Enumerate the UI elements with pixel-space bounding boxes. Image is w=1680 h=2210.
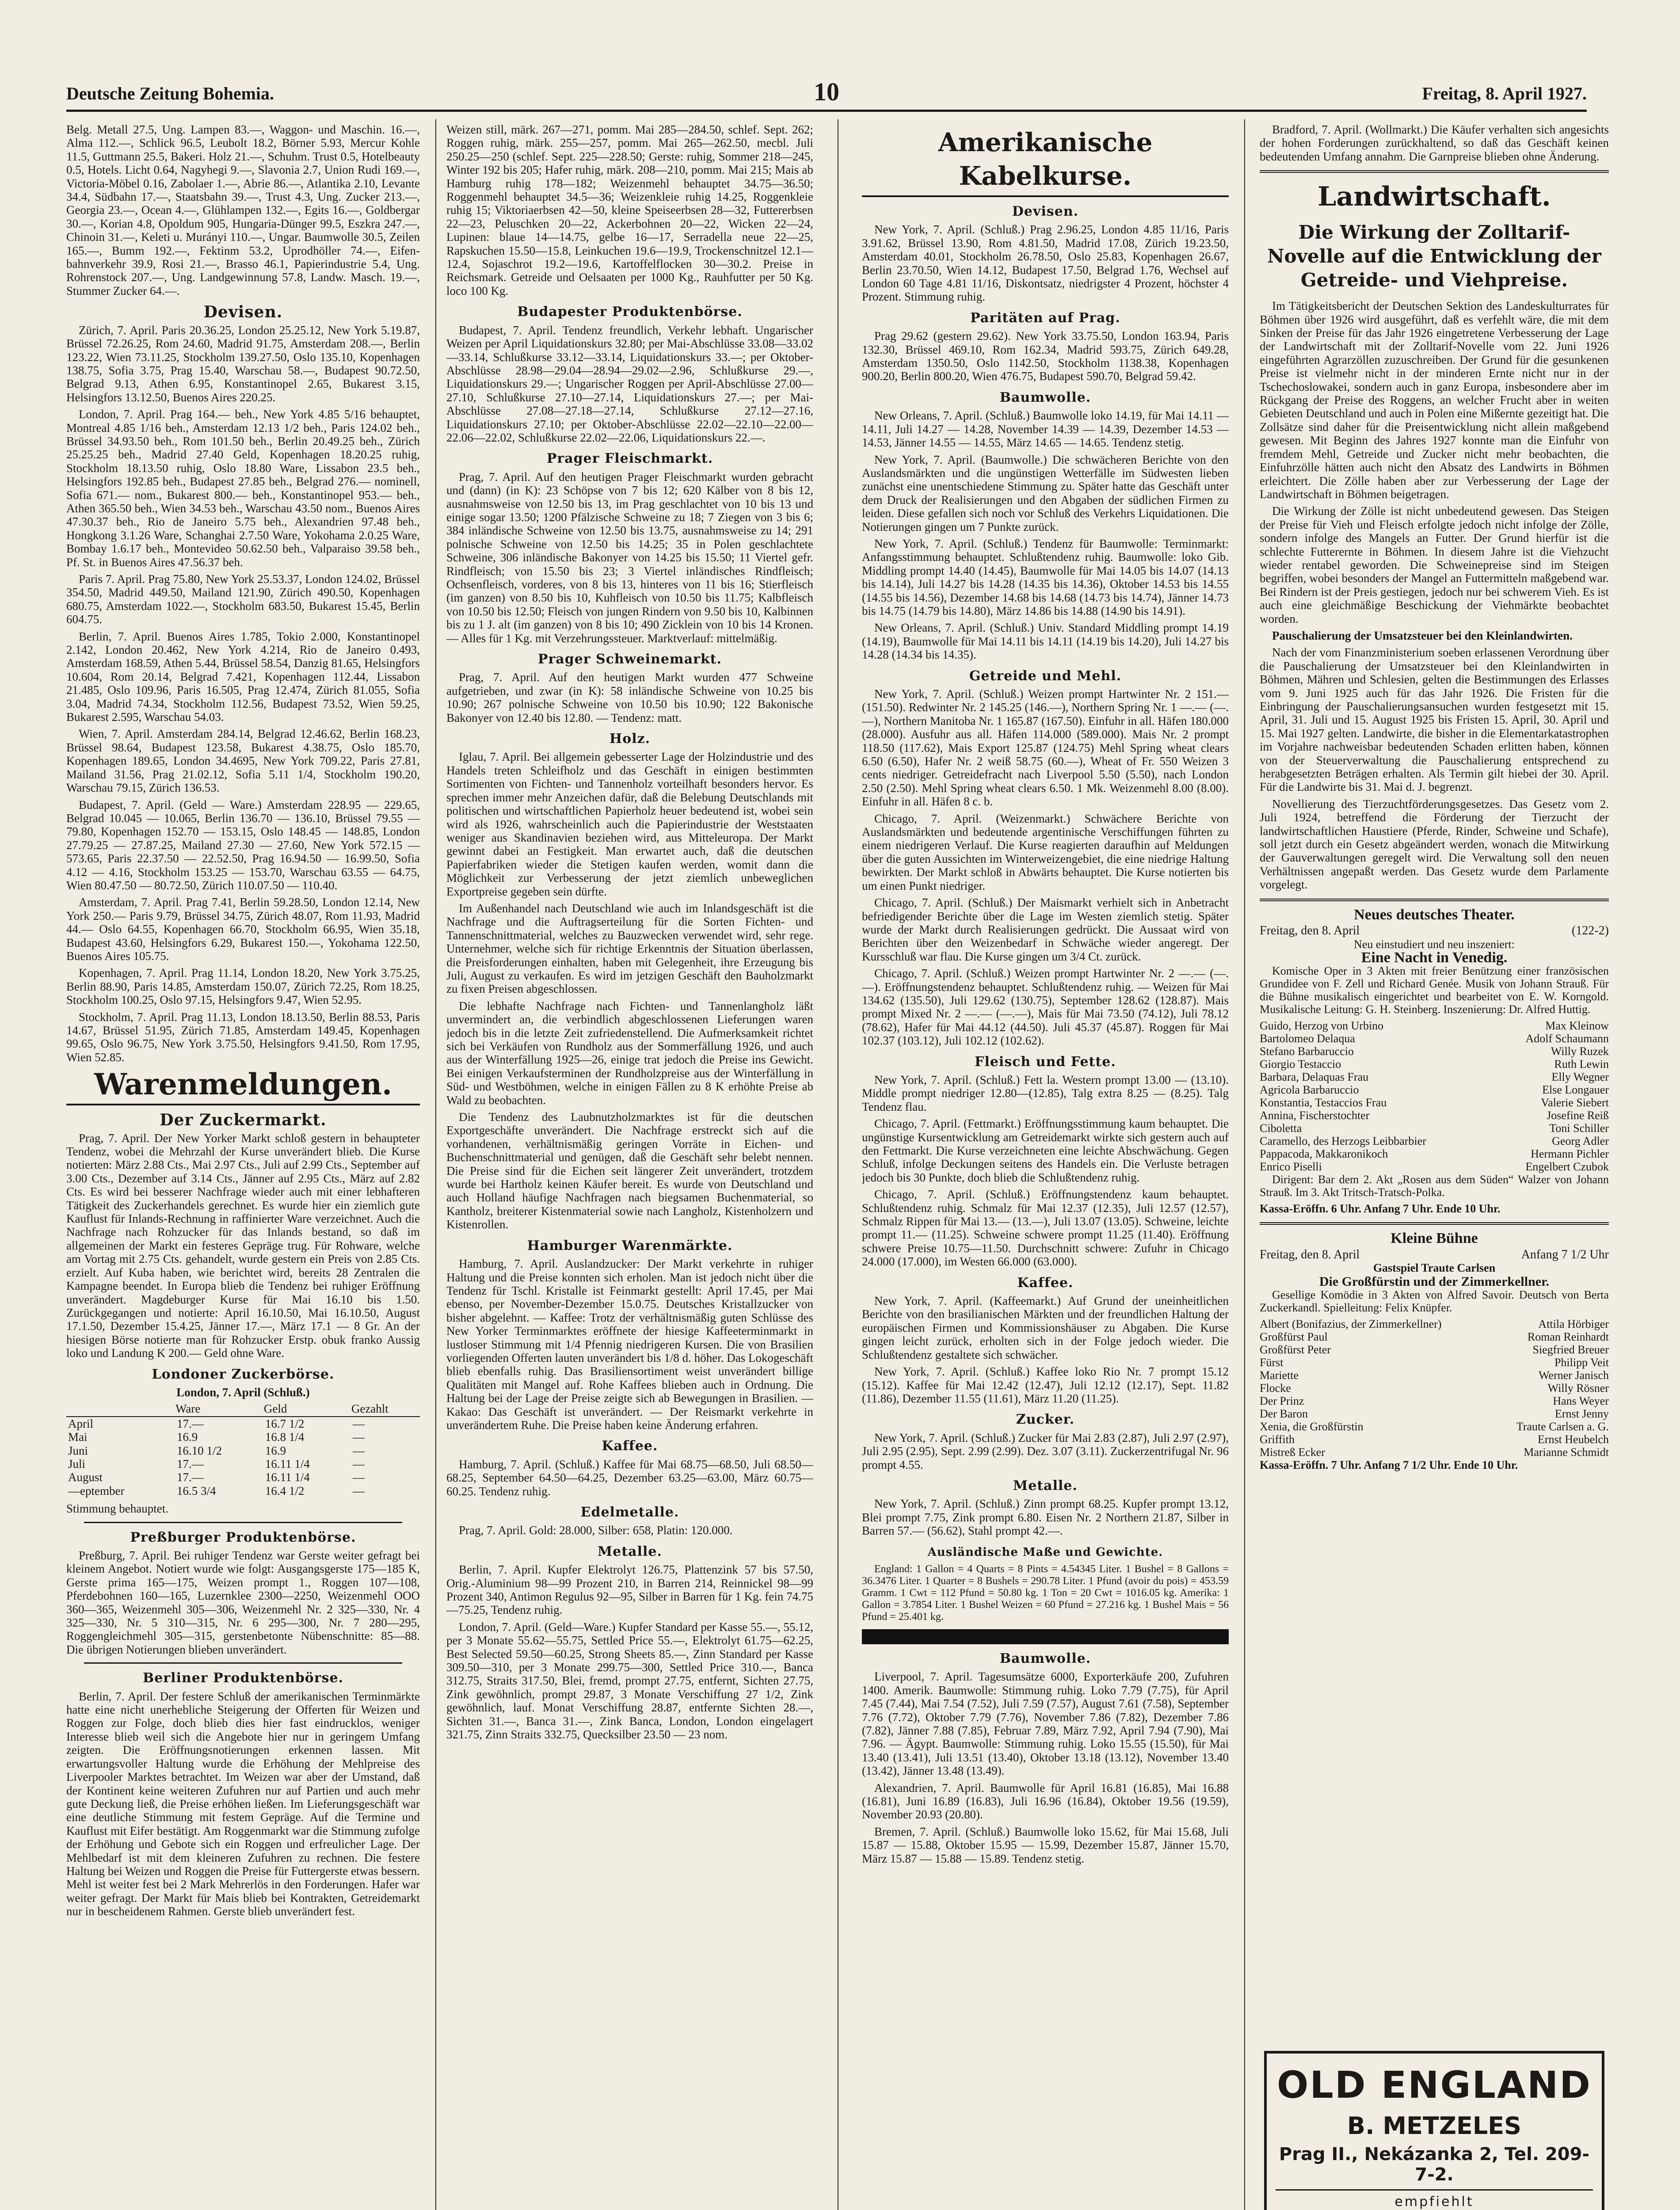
article-paragraph: Berlin, 7. April. Kupfer Elektrolyt 126.75, Plattenzink 57 bis 57.50, Orig.-Aluminium 98—99 Prozent 210, in Barren 214, Reinnickel 98—99 Prozent 340, Antimon Regulus 92—95, Silber in Barren für 1 Kg. fein 74.75—75.25, Tendenz ruhig. xyxy=(446,1563,813,1617)
article-paragraph: Chicago, 7. April. (Fettmarkt.) Eröffnungsstimmung kaum behauptet. Die ungünstige Kursentwicklung am Getreidemarkt wirkte sich gestern auch auf den Fettmarkt. Die Kurse verzeichneten eine leichte Abschwächung. Gegen Schluß, infolge Deckungen seitens des Handels ein. Die Verluste betragen jedoch bis 30 Punkte, doch blieb die Schlußtendenz ruhig. xyxy=(862,1117,1229,1184)
table-cell: 16.11 1/4 xyxy=(265,1457,310,1471)
stock-list: Belg. Metall 27.5, Ung. Lampen 83.—, Waggon- und Maschin. 16.—, Alma 112.—, Schlick 96.5, Leubolt 18.2, Börner 5.93, Mercur Kohle 11.5, Guttmann 25.5, Bakeri. Holz 21.—, Schuhm. Trust 0.5, Hotelbeauty 0.5, Hotels. Licht 0.64, Nagyhegi 9.—, Slavonia 2.7, Union Rudi 169.—, Victoria-Möbel 0.16, Zabolaer 1.—, Abrie 86.—, Atlantika 2.10, Levante 34.4, Südbahn 17.—, Staatsbahn 39.—, Trust 4.3, Ung. Zucker 213.—, Georgia 23.—, Ocean 4.—, Glühlampen 132.—, Egits 16.—, Goldbergar 30.—, Korian 4.8, Opoldum 905, Hungaria-Dünger 99.5, Eszkra 247.—, Chinoin 31.—, Keleti u. Murányi 110.—, Ungar. Baumwolle 30.5, Zeilen 165.—, Bumm 192.—, Fektinm 53.2, Uprodhöller 74.—, Eifen-bahnverkehr 39.9, Rosi 21.—, Brasso 46.1, Papierindustrie 5.4, Ung. Rohrenstock 207.—, Ung. Landgewinnung 57.8, Landw. Masch. 19.—, Stummer Zucker 64.—. xyxy=(66,123,420,297)
cast-row: Großfürst Paul Roman Reinhardt xyxy=(1260,1330,1609,1343)
table-cell: 16.4 1/2 xyxy=(265,1484,305,1497)
article-paragraph: New Orleans, 7. April. (Schluß.) Univ. Standard Middling prompt 14.19 (14.19), Baumwolle für Mai 14.11 bis 14.11 (14.19 bis 14.20), Juli 14.27 bis 14.28 (14.34 bis 14.35). xyxy=(862,621,1229,662)
article-paragraph: England: 1 Gallon = 4 Quarts = 8 Pints = 4.54345 Liter. 1 Bushel = 8 Gallons = 36.3476 Liter. 1 Quarter = 8 Bushels = 290.78 Liter. 1 Pfund (avoir du pois) = 453.59 Gramm. 1 Cwt = 112 Pfund = 50.80 kg. 1 Ton = 20 Cwt = 1016.05 kg. Amerika: 1 Gallon = 3.7854 Liter. 1 Bushel Weizen = 60 Pfund = 27.216 kg. 1 Bushel Mais = 56 Pfund = 25.401 kg. xyxy=(862,1563,1229,1623)
divider xyxy=(84,1662,402,1664)
article-paragraph: Wien, 7. April. Amsterdam 284.14, Belgrad 12.46.62, Berlin 168.23, Brüssel 98.64, Budapest 123.58, Bukarest 4.38.75, Oslo 185.70, Kopenhagen 189.65, London 34.4695, New York 709.22, Paris 27.81, Mailand 31.56, Prag 21.02.12, Sofia 5.11 1/4, Stockholm 190.20, Warschau 79.15, Zürich 136.53. xyxy=(66,727,420,795)
article-paragraph: Liverpool, 7. April. Tagesumsätze 6000, Exporterkäufe 200, Zufuhren 1400. Amerik. Baumwolle: Stimmung ruhig. Loko 7.79 (7.75), für April 7.45 (7.44), Mai 7.54 (7.52), Juli 7.59 (7.57), August 7.61 (7.58), September 7.76 (7.72), Oktober 7.79 (7.76), November 7.86 (7.82), Dezember 7.86 (7.82), Jänner 7.88 (7.85), Februar 7.89, März 7.92, April 7.94 (7.90), Mai 7.96. — Ägypt. Baumwolle: Stimmung ruhig. Loko 15.55 (15.50), für Mai 13.40 (13.41), Juli 13.51 (13.40), Oktober 13.18 (13.12), November 13.40 (13.42), Jänner 13.48 (13.49). xyxy=(862,1670,1229,1778)
play-title: Eine Nacht in Venedig. xyxy=(1361,949,1508,966)
cast-row: Albert (Bonifazius, der Zimmerkellner) Attila Hörbiger xyxy=(1260,1317,1609,1330)
section-title: Metalle. xyxy=(598,1543,662,1559)
article-paragraph: New York, 7. April. (Schluß.) Zinn prompt 68.25. Kupfer prompt 13.12, Blei prompt 7.75, Zink prompt 6.80. Eisen Nr. 2 Northern 21.87, Silber in Barren 57.— (56.62), Stahl prompt 42.—. xyxy=(862,1497,1229,1538)
section-title: Edelmetalle. xyxy=(580,1505,679,1520)
section-title: Budapester Produktenbörse. xyxy=(517,304,743,320)
article-paragraph: Preßburg, 7. April. Bei ruhiger Tendenz war Gerste weiter gefragt bei kleinem Angebot. Notiert wurde wie folgt: Ausgangsgerste 175—185 K, Gerste prima 165—175, Weizen prompt 1., Roggen 107—108, Pferdebohnen 160—165, Luzernklee 2300—2250, Weizenmehl OOO 360—365, Weizenmehl 305—306, Weizenmehl Nr. 2 325—330, Nr. 4 325—330, Nr. 5 310—315, Nr. 6 295—300, Nr. 7 280—295, Roggengleichmehl 305—315, gerstenbetonte Nübenschnitte: 85—88. Die übrigen Notierungen blieben unverändert. xyxy=(66,1549,420,1656)
cast-row: Stefano Barbaruccio Willy Ruzek xyxy=(1260,1045,1609,1058)
cast-row: Bartolomeo Delaqua Adolf Schaumann xyxy=(1260,1032,1609,1045)
table-header: Geld xyxy=(263,1402,351,1416)
theater-title: Neues deutsches Theater. xyxy=(1354,906,1515,923)
theater-code: (122-2) xyxy=(1572,924,1609,938)
cast-row: Xenia, die Großfürstin Traute Carlsen a. G. xyxy=(1260,1420,1609,1433)
article-paragraph: Berlin, 7. April. Buenos Aires 1.785, Tokio 2.000, Konstantinopel 2.142, London 20.462, New York 4.214, Rio de Janeiro 0.493, Amsterdam 168.59, Athen 5.44, Brüssel 58.54, Danzig 81.65, Helsingfors 10.604, Rom 20.14, Belgrad 7.421, Kopenhagen 112.44, Lissabon 21.485, Oslo 109.96, Paris 16.505, Prag 12.474, Zürich 81.055, Sofia 3.04, Madrid 74.34, Stockholm 112.56, Budapest 73.52, Wien 59.25, Bukarest 2.595, Warschau 54.03. xyxy=(66,629,420,724)
article-paragraph: New York, 7. April. (Schluß.) Tendenz für Baumwolle: Terminmarkt: Anfangsstimmung behauptet. Schlußtendenz ruhig. Baumwolle: loko Gib. Middling prompt 14.40 (14.45), Baumwolle für Mai 14.05 bis 14.07 (14.13 bis 14.14), Juli 14.27 bis 14.28 (14.35 bis 14.36), Oktober 14.53 bis 14.55 (14.55 bis 14.56), Dezember 14.68 bis 14.68 (14.73 bis 14.74), Jänner 14.73 bis 14.75 (14.79 bis 14.80), März 14.86 bis 14.88 (14.90 bis 14.91). xyxy=(862,537,1229,617)
cast-row: Der Baron Ernst Jenny xyxy=(1260,1407,1609,1420)
article-paragraph: Prag, 7. April. Auf den heutigen Markt wurden 477 Schweine aufgetrieben, und zwar (in K): 58 inländische Schweine von 10.25 bis 10.90; 267 polnische Schweine von 10.50 bis 10.90; 122 Bakonische Bakonyer von 12.40 bis 12.80. — Tendenz: matt. xyxy=(446,671,813,724)
article-paragraph: New York, 7. April. (Schluß.) Weizen prompt Hartwinter Nr. 2 151.— (151.50). Redwinter Nr. 2 145.25 (146.—), Northern Spring Nr. 1 —.— (—.—), Northern Manitoba Nr. 1 165.87 (167.50). Einfuhr in all. Häfen 180.000 (28.000). Ausfuhr aus all. Häfen 114.000 (589.000). Mais Nr. 2 prompt 118.50 (117.62), Mais Export 125.87 (124.75) Mehl Spring wheat clears 6.50 (6.50), Hafer Nr. 2 weiß 58.75 (60.—), Wheat of Fr. 550 Weizen 3 cents niedriger. Getreidefracht nach Liverpool 5.50 (5.50), nach London 2.50 (2.50). Mehl Spring wheat clears 6.50. 1 Mk. Weizenmehl 8.00 (8.00). Einfuhr in all. Häfen 8 c. b. xyxy=(862,687,1229,808)
table-header xyxy=(66,1402,175,1416)
table-cell: — xyxy=(352,1484,365,1497)
column-rule xyxy=(435,119,436,2210)
section-title: Baumwolle. xyxy=(999,389,1091,405)
column-3 xyxy=(862,123,1229,2210)
article-paragraph: Chicago, 7. April. (Weizenmarkt.) Schwächere Berichte von Auslandsmärkten und bedeutende argentinische Verschiffungen führten zu einem niedrigeren Verlauf. Die Kurse reagierten daraufhin auf Meldungen über die guten Aussichten im Winterweizengebiet, die eine niedrige Haltung bewirkten. Der Markt schloß in Abwärts behauptet. Die Kurse notierten bis um einen Punkt niedriger. xyxy=(862,812,1229,892)
article-paragraph: Hamburg, 7. April. (Schluß.) Kaffee für Mai 68.75—68.50, Juli 68.50—68.25, September 64.50—64.25, Dezember 63.25—63.00, März 60.75—60.25. Tendenz ruhig. xyxy=(446,1457,813,1498)
cast-row: Guido, Herzog von Urbino Max Kleinow xyxy=(1260,1019,1609,1033)
article-paragraph: Paris 7. April. Prag 75.80, New York 25.53.37, London 124.02, Brüssel 354.50, Madrid 449.50, Mailand 121.90, Zürich 490.50, Kopenhagen 680.75, Amsterdam 1022.—, Stockholm 683.50, Bukarest 15.45, Berlin 604.75. xyxy=(66,572,420,626)
article-paragraph: Bremen, 7. April. (Schluß.) Baumwolle loko 15.62, für Mai 15.68, Juli 15.87 — 15.88, Oktober 15.95 — 15.99, Dezember 15.87, Jänner 15.70, März 15.87 — 15.88 — 15.89. Tendenz stetig. xyxy=(862,1825,1229,1865)
article-paragraph: Chicago, 7. April. (Schluß.) Eröffnungstendenz kaum behauptet. Schlußtendenz ruhig. Schmalz für Mai 12.37 (12.35), Juli 12.57 (12.57), Schmalz Rippen für Mai 13.— (13.—), Juli 13.07 (13.05). Schweine, leichte prompt 11.— (11.25). Schweine schwere prompt 11.25 (11.40). Eröffnung schwere Preise 10.75—11.50. Durchschnitt schwere: Zufuhr in Chicago 24.000 (17.000), im Westen 66.000 (63.000). xyxy=(862,1188,1229,1269)
article-paragraph: Hamburg, 7. April. Auslandzucker: Der Markt verkehrte in ruhiger Haltung und die Preise konnten sich erholen. Man ist jedoch nicht über die Tendenz für Tschl. Kristalle ist Feinmarkt gestellt: April 17.45, per Mai ebenso, per November-Dezember 15.0.75. Deutsches Kristallzucker von bisher abgelehnt. — Kaffee: Trotz der verhältnismäßig guten Schlüsse des New Yorker Terminmarktes eröffnete der hiesige Kaffeeterminmarkt in lustloser Stimmung mit 1/4 Pfennig niedrigeren Kursen. Die von Brasilien vorliegenden Offerten lauten unverändert bis 1/8 d. höher. Das Lokogeschäft blieb ebenfalls ruhig. Das Brasiliensortiment weist unverändert billige Qualitäten mit Mangel auf. Rohe Kaffees blieben auch in Ordnung. Die Haltung bei der Lage der Preise zeigte sich ab Bewegungen in Brasilien. — Kakao: Das Geschäft ist unverändert. — Der Reismarkt verkehrte in unverändertem Ruhe. Die Preise haben keine Änderung erfahren. xyxy=(446,1257,813,1432)
section-title: Kaffee. xyxy=(1017,1275,1074,1291)
table-cell: Juni xyxy=(68,1444,88,1457)
divider xyxy=(1260,1222,1609,1225)
table-header-row xyxy=(66,1402,420,1416)
article-paragraph: London, 7. April. Prag 164.— beh., New York 4.85 5/16 behauptet, Montreal 4.85 1/16 beh., Amsterdam 12.13 1/2 beh., Paris 124.02 beh., Brüssel 34.93.50 beh., Rom 101.50 beh., Berlin 20.49.25 beh., Zürich 25.25.25 beh., Madrid 27.40 Geld, Kopenhagen 18.20.25 ruhig, Stockholm 18.13.50 ruhig, Oslo 18.80 Ware, Lissabon 23.5 beh., Helsingfors 192.85 beh., Budapest 27.85 beh., Belgrad 276.— nominell, Sofia 671.— nom., Bukarest 800.— beh., Konstantinopel 953.— beh., Athen 365.50 beh., Wien 34.53 beh., Warschau 43.50 nom., Buenos Aires 47.30.37 beh., Rio de Janeiro 5.75 beh., Alexandrien 97.48 beh., Hongkong 3.1.26 Ware, Schanghai 2.7.50 Ware, Yokohama 2.0.25 Ware, Bombay 1.6.17 beh., Montevideo 50.62.50 beh., Valparaiso 39.58 beh., Pf. St. in Buenos Aires 47.56.37 beh. xyxy=(66,408,420,569)
table-cell: 16.11 1/4 xyxy=(265,1471,310,1484)
table-cell: April xyxy=(68,1417,93,1430)
section-title: Berliner Produktenbörse. xyxy=(142,1670,344,1686)
article-paragraph: New York, 7. April. (Schluß.) Prag 2.96.25, London 4.85 11/16, Paris 3.91.62, Brüssel 13.90, Rom 4.81.50, Madrid 17.08, Zürich 19.23.50, Amsterdam 40.01, Stockholm 26.78.50, Oslo 25.83, Kopenhagen 26.67, Berlin 23.70.50, Wien 14.12, Budapest 17.50, Belgrad 1.76, Wechsel auf London 60 Tage 4.81 11/16, Diskontsatz, niedrigster 4 Prozent, höchster 4 Prozent. Stimmung ruhig. xyxy=(862,223,1229,304)
article-paragraph: Kopenhagen, 7. April. Prag 11.14, London 18.20, New York 3.75.25, Berlin 88.90, Paris 14.85, Amsterdam 150.07, Zürich 72.25, Rom 18.25, Stockholm 100.25, Oslo 97.15, Helsingfors 9.47, Wien 52.95. xyxy=(66,966,420,1007)
article-paragraph: New Orleans, 7. April. (Schluß.) Baumwolle loko 14.19, für Mai 14.11 — 14.11, Juli 14.27 — 14.28, November 14.39 — 14.39, Dezember 14.53 — 14.53, Jänner 14.55 — 14.55, März 14.65 — 14.65. Tendenz stetig. xyxy=(862,409,1229,450)
article-paragraph: Chicago, 7. April. (Schluß.) Weizen prompt Hartwinter Nr. 2 —.— (—.—). Eröffnungstendenz behauptet. Schlußtendenz ruhig. — Weizen für Mai 134.62 (135.50), Juli 129.62 (130.75), September 128.62 (128.87). Mais prompt Mixed Nr. 2 —.— (—.—), Mais für Mai 73.50 (74.12), Juli 78.12 (78.62), Hafer für Mai 44.12 (44.50). Juli 45.37 (45.87). Roggen für Mai 102.37 (103.12), Juli 102.12 (102.62). xyxy=(862,967,1229,1048)
table-row xyxy=(66,1471,420,1484)
cast-list xyxy=(1260,1019,1609,1173)
theater-start: Anfang 7 1/2 Uhr xyxy=(1521,1247,1609,1261)
play-description: Gesellige Komödie in 3 Akten von Alfred Savoir. Deutsch von Berta Zuckerkandl. Spielleitung: Felix Knüpfer. xyxy=(1260,1288,1609,1314)
section-title: Kaffee. xyxy=(602,1438,658,1454)
column-rule xyxy=(1244,119,1245,2210)
article-paragraph: Amsterdam, 7. April. Prag 7.41, Berlin 59.28.50, London 12.14, New York 250.— Paris 9.79, Brüssel 34.75, Zürich 48.07, Rom 11.93, Madrid 44.— Oslo 64.55, Kopenhagen 66.70, Stockholm 66.95, Wien 35.18, Budapest 43.60, Helsingfors 6.29, Bukarest 150.—, Yokohama 122.50, Buenos Aires 105.75. xyxy=(66,895,420,963)
cast-row: Flocke Willy Rösner xyxy=(1260,1381,1609,1395)
cast-row: Barbara, Delaquas Frau Elly Wegner xyxy=(1260,1071,1609,1084)
article-paragraph: Die lebhafte Nachfrage nach Fichten- und Tannenlangholz läßt unvermindert an, die verbindlich abgeschlossenen Lieferungen waren jedoch bis in die letzte Zeit zufriedenstellend. Die Aufmerksamkeit richtet sich bei Verkäufen von Rundholz aus der Sommerfällung 1926, und auch aus der Winterfällung 1925—26, einige trat jedoch die Preise ins Gewicht. Bei einigen Verkaufsterminen der Rundholzpreise aus der Winterfällung in Süd- und Westböhmen, welche in einigen Fällen zu 8 K erhöhte Preise ab Wald zu beobachten. xyxy=(446,999,813,1107)
article-paragraph: Die Wirkung der Zölle ist nicht unbedeutend gewesen. Das Steigen der Preise für Vieh und Fleisch erfolgte jedoch nicht infolge der Zölle, sondern infolge des Mangels an Futter. Der Grund hierfür ist die schlechte Futterernte in Böhmen. In diesem Jahre ist die Viehzucht wieder rentabel geworden. Die Schweinepreise sind im Steigen begriffen, wobei besonders der Mangel an Futtermitteln maßgebend war. Bei Rindern ist der Preis gestiegen, jedoch nur bei schwerem Vieh. Es ist auch eine gleichmäßige Beschickung der Viehmärkte beobachtet worden. xyxy=(1260,504,1609,625)
table-cell: — xyxy=(352,1457,365,1471)
article-paragraph: Prag, 7. April. Der New Yorker Markt schloß gestern in behaupteter Tendenz, wobei die Mehrzahl der Kurse unverändert blieb. Die Kurse notierten: März 2.88 Cts., Mai 2.97 Cts., Juli auf 2.99 Cts., September auf 3.00 Cts., Dezember auf 3.14 Cts., Jänner auf 2.95 Cts., März auf 2.82 Cts. Es wird bei besserer Nachfrage wieder auch mit einer lebhafteren Tätigkeit des Zuckerhandels gerechnet. Es wurde hier ein ziemlich gute Kauflust für Inlands-Rechnung in raffinierter Ware verzeichnet. Auch die Nachfrage nach Rohzucker für das Inlands bestand, so daß im allgemeinen der Markt ein festeres Gepräge trug. Für Rohware, welche am Vortag mit 2.75 Cts. gehandelt, wurde gestern ein Preis von 2.85 Cts. erzielt. Auf Kuba haben, wie berichtet wird, bereits 28 Zentralen die Kampagne beendet. In Europa blieb die Tendenz bei ruhiger Eröffnung unverändert. Magdeburger Kurse für Mai 16.10 bis 1.50. Zurückgegangen und notierte: April 16.10.50, Mai 16.10.50, August 17.1.50, Dezember 15.4.25, Jänner 17.—, März 17.1 — 8 Gr. An der hiesigen Börse notierte man für Rohzucker Erstp. obuk franko Aussig loko und Landung K 200.— Geld ohne Ware. xyxy=(66,1131,420,1360)
play-title: Die Großfürstin und der Zimmerkellner. xyxy=(1319,1274,1550,1289)
cast-row: Pappacoda, Makkaronikoch Hermann Pichler xyxy=(1260,1147,1609,1161)
article-paragraph: Die Tendenz des Laubnutzholzmarktes ist für die deutschen Exportgeschäfte unverändert. Die Nachfrage erstreckt sich auf die vorhandenen, verhältnismäßig geringen Vorräte in Eichen- und Buchenschnittmaterial und genügen, daß die Geschäft sehr belebt nennen. Die Preise sind für die Eichen seit längerer Zeit unverändert, trotzdem wurde bei Hartholz keinen Käufer bereit. Es wurde von Deutschland und auch Holland häufige Nachfragen nach biegsamen Buchenmaterial, so Kantholz, breiterer Kistenmaterial sowie nach Langholz, Kistenholzern und Kistenrollen. xyxy=(446,1110,813,1231)
page-number: 10 xyxy=(814,77,839,106)
article-paragraph: Im Außenhandel nach Deutschland wie auch im Inlandsgeschäft ist die Nachfrage und die Auftragserteilung für die Sorten Fichten- und Tannenschnittmaterial, welches zu Bauzwecken verwendet wird, sehr rege. Unternehmer, welche sich für richtige Erkenntnis der Situation überlassen, die Preisforderungen einhalten, haben mit Gelegenheit, ihre Erzeugung bis Juli, August zu verkaufen. Es wird im jetzigen Geschäft den Bauholzmarkt zu fixen Preisen abgeschlossen. xyxy=(446,901,813,996)
article-paragraph: Iglau, 7. April. Bei allgemein gebesserter Lage der Holzindustrie und des Handels treten Schleifholz und das Geschäft in einigen bestimmten Sortimenten von Fichten- und Tannenholz vorteilhaft besonders hervor. Es sprechen immer mehr Anzeichen dafür, daß die Belebung Deutschlands mit politischen und wirtschaftlichen Papierholz heuer bedeutend ist, wobei sein wird als 1926, wahrscheinlich auch die Papierindustrie der Weststaaten weniger aus Skandinavien beziehen wird, aus Mitteleuropa. Der Markt gewinnt dabei an Festigkeit. Man erwartet auch, daß die deutschen Papierfabriken wieder die Stetigen kaufen werden, womit dann die Möglichkeit zur Verbesserung der jetzt ziemlich unbeweglichen Exportpreise gegeben sein dürfte. xyxy=(446,750,813,898)
table-cell: Juli xyxy=(68,1457,86,1471)
cast-row: Caramello, des Herzogs Leibbarbier Georg Adler xyxy=(1260,1135,1609,1148)
section-title: Prager Schweinemarkt. xyxy=(537,652,722,667)
black-divider-bar xyxy=(862,1629,1229,1644)
table-cell: 16.5 3/4 xyxy=(177,1484,216,1497)
article-headline: Die Wirkung der Zolltarif-Novelle auf die Entwicklung der Getreide- und Viehpreise. xyxy=(1267,221,1601,291)
ad-recommend: empfiehlt xyxy=(1394,2194,1474,2210)
article-paragraph: Budapest, 7. April. (Geld — Ware.) Amsterdam 228.95 — 229.65, Belgrad 10.045 — 10.065, Berlin 136.70 — 136.10, Brüssel 79.55 — 79.80, Kopenhagen 152.70 — 153.15, Oslo 148.45 — 148.85, London 27.79.25 — 27.87.25, Mailand 27.30 — 27.60, New York 572.15 — 573.65, Paris 22.37.50 — 22.52.50, Prag 16.94.50 — 16.99.50, Sofia 4.12 — 4.16, Stockholm 153.25 — 153.70, Warschau 63.55 — 64.75, Wien 80.47.50 — 80.72.50, Zürich 110.07.50 — 110.40. xyxy=(66,798,420,892)
cast-row: Annina, Fischerstochter Josefine Reiß xyxy=(1260,1109,1609,1122)
theater-times: Kassa-Eröffn. 6 Uhr. Anfang 7 Uhr. Ende 10 Uhr. xyxy=(1260,1202,1501,1216)
cast-row: Enrico Piselli Engelbert Czubok xyxy=(1260,1160,1609,1174)
section-headline: Landwirtschaft. xyxy=(1318,181,1551,213)
cast-note: Dirigent: Bar dem 2. Akt „Rosen aus dem Süden“ Walzer von Johann Strauß. Im 3. Akt Tritsch-Tratsch-Polka. xyxy=(1260,1173,1609,1199)
cast-row: Griffith Ernst Heubelch xyxy=(1260,1433,1609,1446)
theater-title: Kleine Bühne xyxy=(1390,1230,1478,1247)
article-paragraph: New York, 7. April. (Kaffeemarkt.) Auf Grund der uneinheitlichen Berichte von den brasilianischen Märkten und der freundlichen Haltung der europäischen Firmen und Kommissionshäuser zu Abgaben. Die Kurse gingen leicht zurück, erholten sich in der Folge jedoch wieder. Die Schlußtendenz gestaltete sich schwächer. xyxy=(862,1294,1229,1361)
sugar-price-table xyxy=(66,1402,420,1497)
table-cell: Mai xyxy=(68,1430,88,1444)
column-2 xyxy=(446,123,813,2210)
table-cell: 17.— xyxy=(177,1457,204,1471)
table-cell: 16.8 1/4 xyxy=(265,1430,305,1444)
section-title: Londoner Zuckerbörse. xyxy=(152,1366,335,1382)
article-paragraph: Pauschalierung der Umsatzsteuer bei den Kleinlandwirten. xyxy=(1272,629,1573,642)
article-paragraph: Zürich, 7. April. Paris 20.36.25, London 25.25.12, New York 5.19.87, Brüssel 72.26.25, Rom 24.60, Madrid 91.75, Amsterdam 208.—, Berlin 123.22, Wien 73.11.25, Stockholm 139.27.50, Oslo 135.10, Kopenhagen 138.75, Sofia 3.75, Prag 15.40, Warschau 58.—, Budapest 90.72.50, Belgrad 9.13, Athen 6.95, Konstantinopel 2.65, Bukarest 3.15, Helsingfors 13.12.50, Buenos Aires 220.25. xyxy=(66,323,420,404)
table-cell: 16.10 1/2 xyxy=(177,1444,222,1457)
article-paragraph: Berlin, 7. April. Der festere Schluß der amerikanischen Terminmärkte hatte eine nicht unerhebliche Steigerung der Offerten für Weizen und Roggen zur Folge, doch blieb dies hier fast eindrucklos, weniger Interesse blieb weil sich die Angebote hier nur in geringem Umfang zeigten. Die Eröffnungsnotierungen erkennen lassen. Mit erwartungsvoller Haltung wurde die Erhöhung der Mehlpreise des Liverpooler Marktes betrachtet. Im Weizen war aber der Umstand, daß der Kontinent keine weiteren Zufuhren nur auf Partien und auch mehr gute Deckung ließ, die Preise erhöhen ließen. Im Lieferungsgeschäft war eine deutliche Stimmung mit festem Gepräge. Auf die Termine und Kauflust mit Eifer bestätigt. Am Roggenmarkt war die Stimmung zufolge der Erhöhung und Gebote sich ein Roggen und erfreulicher Lage. Der Mehlbedarf ist mit dem kleineren Zufuhren zu rechnen. Die festere Haltung bei Weizen und Roggen die Preise für Futtergerste etwas bessern. Mehl ist weiter fest bei 2 Mark Mehrerlös in den Forderungen. Hafer war weiter gefragt. Der Markt für Mais blieb bei Kontrakten, Getreidemarkt nur in bescheidenem Rahmen. Gerste blieb unverändert fest. xyxy=(66,1689,420,1918)
article-paragraph: Budapest, 7. April. Tendenz freundlich, Verkehr lebhaft. Ungarischer Weizen per April Liquidationskurs 32.80; per Mai-Abschlüsse 33.08—33.02—33.14, Schlußkurse 33.12—33.14, Liquidationskurs 33.—; per Oktober-Abschlüsse 28.98—29.04—28.94—29.02—2.96, Schlußkurse 29.—, Liquidationskurs 29.—; Ungarischer Roggen per April-Abschlüsse 27.00—27.10, Schlußkurse 27.10—27.14, Liquidationskurs 27.—; per Mai-Abschlüsse 27.08—27.18—27.14, Schlußkurse 27.12—27.16, Liquidationskurs 27.10; per Oktober-Abschlüsse 22.02—22.10—22.00—22.06—22.02, Schlußkurse 22.02—22.06, Liquidationskurs 22.—. xyxy=(446,323,813,444)
section-title: Prager Fleischmarkt. xyxy=(546,451,713,467)
table-cell: 16.7 1/2 xyxy=(265,1417,305,1430)
cast-row: Ciboletta Toni Schiller xyxy=(1260,1122,1609,1135)
play-description: Komische Oper in 3 Akten mit freier Benützung einer französischen Grundidee von F. Zell und Richard Genée. Musik von Johann Strauß. Für die Bühne musikalisch eingerichtet und bearbeitet von E. W. Korngold. Musikalische Leitung: G. H. Steinberg. Inszenierung: Dr. Alfred Huttig. xyxy=(1260,964,1609,1016)
table-cell: —eptember xyxy=(68,1484,125,1497)
table-caption: London, 7. April (Schluß.) xyxy=(176,1385,310,1399)
issue-date: Freitag, 8. April 1927. xyxy=(1422,84,1587,103)
table-cell: — xyxy=(352,1471,365,1484)
theater-date-row xyxy=(1260,924,1609,937)
article-paragraph: Alexandrien, 7. April. Baumwolle für April 16.81 (16.85), Mai 16.88 (16.81), Juni 16.89 (16.83), Juli 16.96 (16.84), Oktober 19.56 (19.59), November 20.93 (20.80). xyxy=(862,1781,1229,1821)
table-cell: — xyxy=(352,1430,365,1444)
column-4 xyxy=(1260,123,1609,2046)
column-1 xyxy=(66,123,420,2210)
section-title: Fleisch und Fette. xyxy=(975,1054,1116,1070)
article-paragraph: New York, 7. April. (Schluß.) Zucker für Mai 2.83 (2.87), Juli 2.97 (2.97), Juli 2.95 (2.95), Sept. 2.99 (2.99). Dez. 3.07 (3.11). Zuckerzentrifugal Nr. 96 prompt 4.55. xyxy=(862,1431,1229,1471)
section-headline: Amerikanische Kabelkurse. xyxy=(862,126,1229,197)
section-title: Ausländische Maße und Gewichte. xyxy=(927,1545,1163,1559)
section-title: Preßburger Produktenbörse. xyxy=(130,1529,356,1545)
table-cell: 17.— xyxy=(177,1471,204,1484)
table-row xyxy=(66,1444,420,1457)
table-cell: 17.— xyxy=(177,1417,204,1430)
cast-row: Großfürst Peter Siegfried Breuer xyxy=(1260,1343,1609,1356)
ad-address: Prag II., Nekázanka 2, Tel. 209-7-2. xyxy=(1276,2144,1593,2191)
article-paragraph: Bradford, 7. April. (Wollmarkt.) Die Käufer verhalten sich angesichts der hohen Forderungen zurückhaltend, so daß das Geschäft keinen bedeutenden Umfang annahm. Die Garnpreise blieben ohne Änderung. xyxy=(1260,123,1609,163)
table-row xyxy=(66,1430,420,1444)
cast-list xyxy=(1260,1318,1609,1459)
article-paragraph: London, 7. April. (Geld—Ware.) Kupfer Standard per Kasse 55.—, 55.12, per 3 Monate 55.62—55.75, Settled Price 55.—, Elektrolyt 61.75—62.25, Best Selected 59.50—60.25, Strong Sheets 85.—, Zinn Standard per Kasse 309.50—310, per 3 Monate 299.75—300, Settled Price 310.—, Banca 312.75, Straits 317.50, Blei, fremd, prompt 27.75, entfernt, Sichten 27.75, Zink gewöhnlich, prompt 29.87, 3 Monate Verschiffung 27 1/2, Zink gewöhnlich, lauf. Monat Verschiffung 28.87, entfernte Sichten 28.—, Sichten 31.—, Banca 31.—, Zink Banca, London, London eingelagert 321.75, Zinn Straits 332.75, Quecksilber 23.50 — 23 nom. xyxy=(446,1620,813,1741)
section-title: Zucker. xyxy=(1016,1412,1075,1428)
theater-date-row xyxy=(1260,1248,1609,1261)
cast-row: Giorgio Testaccio Ruth Lewin xyxy=(1260,1058,1609,1071)
advertisement-old-england xyxy=(1264,2051,1604,2210)
ad-store-name: OLD ENGLAND xyxy=(1276,2063,1592,2107)
section-title: Paritäten auf Prag. xyxy=(970,310,1120,326)
table-header: Ware xyxy=(175,1402,263,1416)
article-paragraph: New York, 7. April. (Schluß.) Kaffee loko Rio Nr. 7 prompt 15.12 (15.12). Kaffee für Mai 12.42 (12.47), Juli 12.12 (12.17), Sept. 11.82 (11.86), Dezember 11.55 (11.61), März 11.20 (11.25). xyxy=(862,1365,1229,1405)
table-row xyxy=(66,1457,420,1471)
article-paragraph: Novellierung des Tierzuchtförderungsgesetzes. Das Gesetz vom 2. Juli 1924, betreffend die Förderung der Tierzucht der landwirtschaftlichen Haustiere (Pferde, Rinder, Schweine und Schafe), soll jetzt durch ein Gesetz abgeändert werden, wonach die Mitwirkung der Gauverwaltungen geregelt wird. Die Verwaltung soll den neuen Verhältnissen angepaßt werden. Das Gesetz wurde dem Parlamente vorgelegt. xyxy=(1260,797,1609,892)
divider xyxy=(1260,170,1609,173)
table-cell: — xyxy=(352,1417,365,1430)
cast-row: Agricola Barbaruccio Else Longauer xyxy=(1260,1083,1609,1097)
table-cell: August xyxy=(68,1471,103,1484)
table-row xyxy=(66,1417,420,1430)
section-title: Getreide und Mehl. xyxy=(969,668,1122,684)
section-title: Devisen. xyxy=(203,303,283,322)
theater-subtitle: Neu einstudiert und neu inszeniert: xyxy=(1354,937,1515,951)
cast-row: Mariette Werner Janisch xyxy=(1260,1368,1609,1382)
section-title: Hamburger Warenmärkte. xyxy=(527,1238,733,1254)
table-cell: 16.9 xyxy=(265,1444,286,1457)
newspaper-name: Deutsche Zeitung Bohemia. xyxy=(66,84,274,103)
divider xyxy=(1260,899,1609,901)
cast-row: Der Prinz Hans Weyer xyxy=(1260,1394,1609,1407)
theater-date: Freitag, den 8. April xyxy=(1260,1247,1360,1261)
section-title: Devisen. xyxy=(1012,204,1079,219)
cast-row: Mistreß Ecker Marianne Schmidt xyxy=(1260,1445,1609,1459)
section-headline: Warenmeldungen. xyxy=(66,1067,420,1105)
article-paragraph: Im Tätigkeitsbericht der Deutschen Sektion des Landeskulturrates für Böhmen über 1926 wird ausgeführt, daß es verfehlt wäre, die mit dem Sinken der Preise für das Jahr 1926 eingetretene Verbesserung der Lage der Landwirtschaft mit der Zolltarif-Novelle vom 22. Juni 1926 eingeführten Agrarzöllen zuzuschreiben. Der Grund für die gesunkenen Preise ist vielmehr nicht in der minderen Ernte nicht nur in der Tschechoslowakei, sondern auch in ganz Europa, insbesondere aber im Rückgang der Preise des Roggens, an welcher Frucht aber in weiten Gebieten Deutschland und auch in Polen eine Mißernte gezeitigt hat. Die Zollsätze sind daher für die Preisentwicklung nicht allein maßgebend gewesen. Mit Beginn des Jahres 1927 konnte man die Einfuhr von fremdem Mehl, Getreide und Zucker nicht mehr beobachten, die Einfuhrzölle hätten auch nicht den Absatz des Landwirts in Böhmen erleichtert. Die Zölle haben aber zur Verbesserung der Lage der Landwirtschaft in Böhmen beigetragen. xyxy=(1260,299,1609,501)
theater-date: Freitag, den 8. April xyxy=(1260,924,1360,938)
article-paragraph: Prag, 7. April. Auf den heutigen Prager Fleischmarkt wurden gebracht und (dann) (in K): 23 Schöpse von 7 bis 12; 620 Kälber von 8 bis 12, ausnahmsweise von 12.50 bis 13, im Prag geschlachtet von 10 bis 13 und einige sogar 13.50; 1200 Pfälzische Schweine zu 18; 7 Ziegen von 3 bis 6; 384 inländische Schweine von 12.50 bis 13.75, ausnahmsweise zu 14; 291 polnische Schweine von 12.50 bis 14.25; 35 in Polen geschlachtete Schweine, 306 inländische Bakonyer von 14.25 bis 15.50; 11 Viertel gefr. Rindfleisch; von 15.50 bis 23; 3 Viertel inländisches Rindfleisch; Ochsenfleisch, vorderes, von 8 bis 13, hinteres von 11 bis 16; Stierfleisch (im ganzen) von 8.50 bis 10, Kuhfleisch von 10.50 bis 11.75; Kalbfleisch von 10.50 bis 12.50; Fleisch von jungen Rindern von 9.50 bis 10, Kalbinnen bis zu 1 J. alt (im ganzen) von 8 bis 10; 490 Zicklein von 10 bis 14 Kronen. — Alles für 1 Kg. mit Verzehrungssteuer. Marktverlauf: mittelmäßig. xyxy=(446,470,813,645)
cast-row: Konstantia, Testaccios Frau Valerie Siebert xyxy=(1260,1096,1609,1109)
article-paragraph: Prag 29.62 (gestern 29.62). New York 33.75.50, London 163.94, Paris 132.30, Brüssel 469.10, Rom 162.34, Madrid 593.75, Zürich 649.28, Amsterdam 1350.50, Oslo 1142.50, Stockholm 1138.38, Kopenhagen 900.20, Berlin 800.20, Wien 476.75, Budapest 590.70, Belgrad 59.42. xyxy=(862,329,1229,383)
section-title: Metalle. xyxy=(1013,1478,1078,1494)
table-row xyxy=(66,1484,420,1497)
divider xyxy=(84,1522,402,1523)
table-header: Gezahlt xyxy=(351,1402,420,1416)
theater-times: Kassa-Eröffn. 7 Uhr. Anfang 7 1/2 Uhr. Ende 10 Uhr. xyxy=(1260,1458,1518,1471)
ad-owner: B. METZELES xyxy=(1347,2112,1522,2140)
article-paragraph: Stockholm, 7. April. Prag 11.13, London 18.13.50, Berlin 88.53, Paris 14.67, Brüssel 51.95, Zürich 71.85, Amsterdam 149.45, Kopenhagen 99.65, Oslo 96.75, New York 3.75.50, Helsingfors 9.41.50, Rom 17.95, Wien 52.85. xyxy=(66,1010,420,1064)
section-title: Der Zuckermarkt. xyxy=(160,1111,327,1130)
page-header xyxy=(66,79,1587,112)
article-paragraph: Weizen still, märk. 267—271, pomm. Mai 285—284.50, schlef. Sept. 262; Roggen ruhig, märk. 255—257, pomm. Mai 265—262.50, mecbl. Juli 250.25—250 (schlef. Sept. 225—228.50; Gerste: ruhig, Sommer 218—245, Winter 192 bis 205; Hafer ruhig, märk. 208—210, pomm. Mai 215; Mais ab Hamburg ruhig 178—182; Weizenmehl behauptet 34.75—36.50; Roggenmehl behauptet 34.5—36; Weizenkleie ruhig 14.25, Roggenkleie ruhig 15; Viktoriaerbsen 42—50, kleine Speiseerbsen 28—32, Futtererbsen 22—23, Peluschken 20—22, Ackerbohnen 20—22, Wicken 22—24, Lupinen: blaue 14—14.75, gelbe 16—17, Serradella neue 22—25, Rapskuchen 15.50—15.8, Leinkuchen 19.6—19.9, Trockenschnitzel 12.1—12.4, Sojaschrot 19.2—19.6, Kartoffelflocken 30—30.2. Preise in Reichsmark. Getreide und Oelsaaten per 1000 Kg., Rauhfutter per 50 Kg. loco 100 Kg. xyxy=(446,123,813,297)
guest-performance: Gastspiel Traute Carlsen xyxy=(1373,1261,1496,1275)
section-title: Baumwolle. xyxy=(999,1650,1091,1666)
table-note: Stimmung behauptet. xyxy=(66,1502,168,1516)
article-paragraph: New York, 7. April. (Baumwolle.) Die schwächeren Berichte von den Auslandsmärkten und die ungünstigen Wetterfälle im Südwesten lieben zunächst eine unentschiedene Stimmung zu. Später hatte das Geschäft unter dem Druck der Realisierungen und den Abgaben der südlichen Firmen zu leiden. Diese gefallen sich noch vor Schluß des Verkehrs Liquidationen. Die Notierungen gingen um 7 Punkte zurück. xyxy=(862,453,1229,533)
table-cell: 16.9 xyxy=(177,1430,198,1444)
article-paragraph: Chicago, 7. April. (Schluß.) Der Maismarkt verhielt sich in Anbetracht befriedigender Berichte über die Lage im Westen ziemlich stetig. Später wurde der Markt durch Realisierungen gedrückt. Die Aussaat wird von Berichten über den Weizenbedarf in Schwäche wieder angeregt. Der Kursschluß war flau. Die Kurse gingen um 3/4 Ct. zurück. xyxy=(862,896,1229,963)
article-paragraph: New York, 7. April. (Schluß.) Fett la. Western prompt 13.00 — (13.10). Middle prompt niedriger 12.80—(12.85), Talg extra 8.25 — (8.25). Talg Tendenz flau. xyxy=(862,1073,1229,1113)
cast-row: Fürst Philipp Veit xyxy=(1260,1356,1609,1369)
section-title: Holz. xyxy=(609,731,651,747)
article-paragraph: Prag, 7. April. Gold: 28.000, Silber: 658, Platin: 120.000. xyxy=(459,1524,733,1537)
article-paragraph: Nach der vom Finanzministerium soeben erlassenen Verordnung über die Pauschalierung der Umsatzsteuer bei den Kleinlandwirten in Böhmen, Mähren und Schlesien, gelten die Bestimmungen des Erlasses vom 9. Juni 1925 auch für das Jahr 1926. Die Fristen für die Einbringung der Pauschalierungsansuchen wurden festgesetzt mit 15. April, 31. Juli und 15. August 1925 bis Fristen 15. April, 30. April und 15. Mai 1927 gelten. Landwirte, die bisher in die Elementarkatastrophen im Vorjahre nachweisbar bedeutenden Schaden erlitten haben, können von der Steuerverwaltung die Pauschalierung entsprechend zu herabgesetzten Beträgen erhalten. Als Termin gilt hiebei der 30. April. Für die Landwirte bis 31. Mai d. J. begrenzt. xyxy=(1260,646,1609,794)
table-cell: — xyxy=(352,1444,365,1457)
